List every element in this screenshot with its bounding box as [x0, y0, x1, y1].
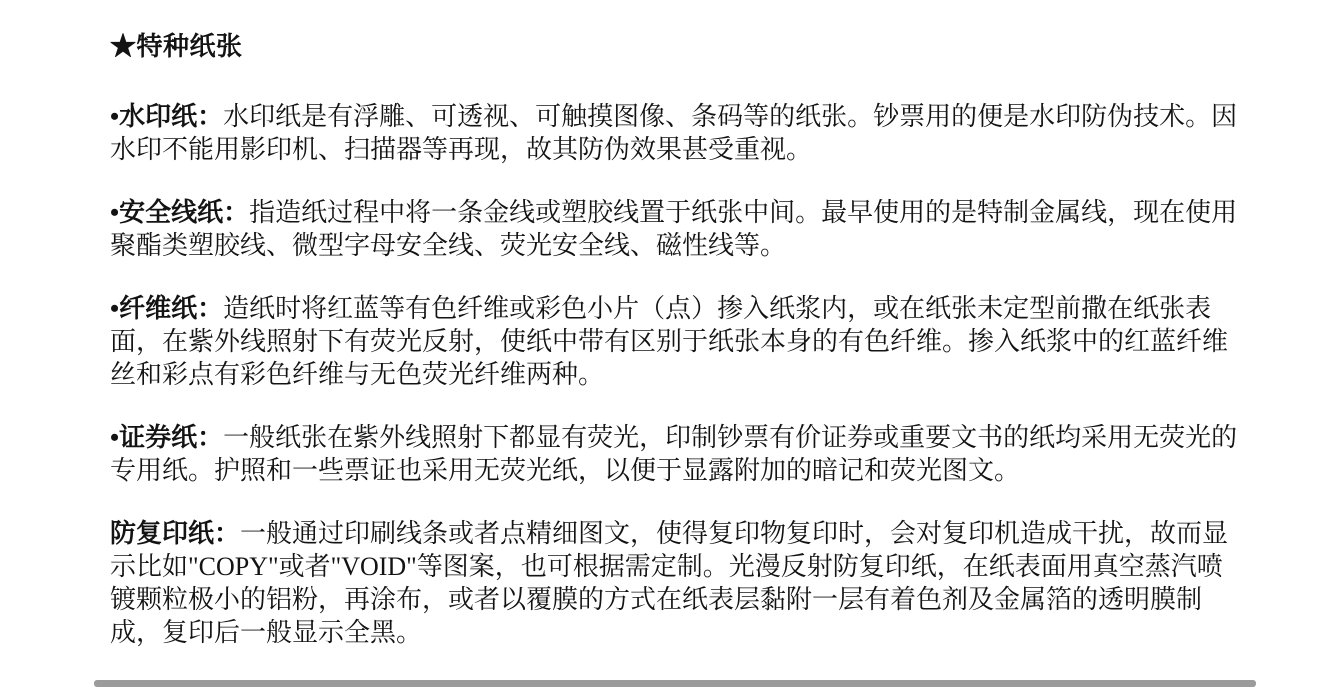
paragraph-text: 一般纸张在紫外线照射下都显有荧光，印制钞票有价证券或重要文书的纸均采用无荧光的专用纸。护照和一些票证也采用无荧光纸，以便于显露附加的暗记和荧光图文。 [110, 423, 1238, 485]
bullet-marker: • [110, 294, 120, 323]
paragraph-text: 一般通过印刷线条或者点精细图文，使得复印物复印时，会对复印机造成干扰，故而显示比如"COPY"或者"VOID"等图案，也可根据需定制。光漫反射防复印纸，在纸表面用真空蒸汽喷镀颗粒极小的铝粉，再涂布，或者以覆膜的方式在纸表层黏附一层有着色剂及金属箔的透明膜制成，复印后一般显示全黑。 [110, 519, 1229, 647]
bullet-marker: • [110, 198, 120, 227]
paragraph-security-thread-paper [110, 196, 1238, 262]
paragraph-label: 证券纸： [119, 423, 224, 452]
paragraph-label: 防复印纸： [110, 519, 241, 548]
bullet-marker: • [110, 423, 120, 452]
paragraph-anti-copy-paper [110, 517, 1238, 649]
paragraph-text: 造纸时将红蓝等有色纤维或彩色小片（点）掺入纸浆内，或在纸张未定型前撒在纸张表面，在紫外线照射下有荧光反射，使纸中带有区别于纸张本身的有色纤维。掺入纸浆中的红蓝纤维丝和彩点有彩色纤维与无色荧光纤维两种。 [110, 294, 1229, 389]
paragraph-label: 水印纸： [119, 102, 224, 131]
page-title: ★特种纸张 [110, 32, 243, 61]
bullet-marker: • [110, 102, 120, 131]
paragraph-text: 指造纸过程中将一条金线或塑胶线置于纸张中间。最早使用的是特制金属线，现在使用聚酯类塑胶线、微型字母安全线、荧光安全线、磁性线等。 [110, 198, 1238, 260]
paragraph-label: 纤维纸： [119, 294, 224, 323]
paragraph-label: 安全线纸： [119, 198, 250, 227]
horizontal-scrollbar-thumb[interactable] [94, 680, 1256, 687]
paragraph-watermark-paper [110, 100, 1238, 166]
paragraph-fiber-paper [110, 292, 1238, 391]
paragraph-bond-paper [110, 421, 1238, 487]
paragraph-text: 水印纸是有浮雕、可透视、可触摸图像、条码等的纸张。钞票用的便是水印防伪技术。因水印不能用影印机、扫描器等再现，故其防伪效果甚受重视。 [110, 102, 1238, 164]
